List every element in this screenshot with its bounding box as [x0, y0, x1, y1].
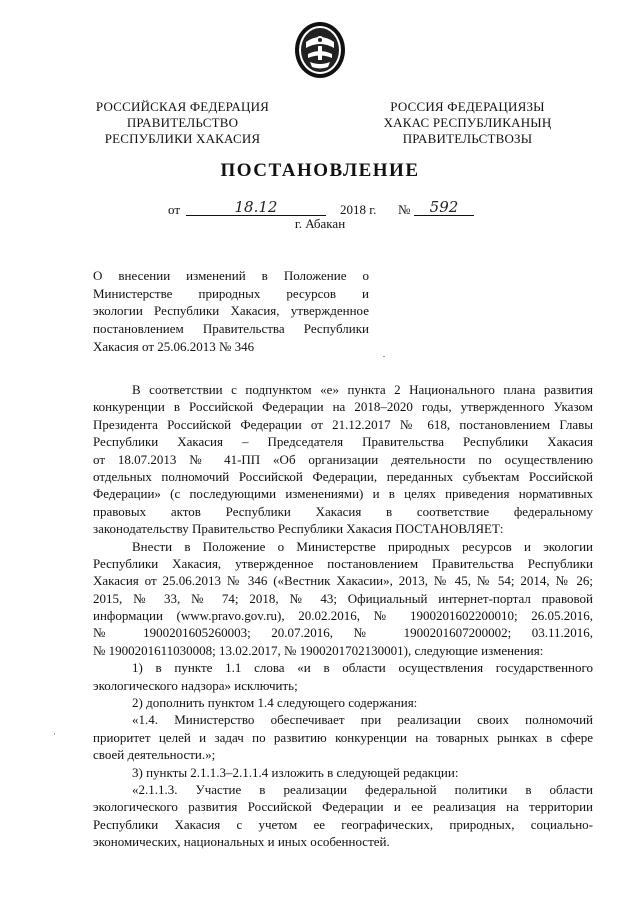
body-line: отдельных полномочий Российской Федерации, переданных субъектам Российской: [93, 468, 593, 484]
body-text: [93, 381, 593, 851]
body-line: Внести в Положение о Министерстве природных ресурсов и экологии: [132, 538, 593, 554]
body-line: Республики Хакасия с учетом ее географических, природных, социально-: [93, 816, 593, 832]
date-handwritten: 18.12: [186, 198, 326, 216]
body-line: Хакасия от 25.06.2013 № 346 («Вестник Хакасии», 2013, № 45, № 54; 2014, № 26;: [93, 573, 593, 589]
subject-line: постановлением Правительства Республики: [93, 321, 369, 337]
scan-speck: [383, 356, 385, 357]
subject-line: экологии Республики Хакасия, утвержденное: [93, 303, 369, 319]
date-prefix: от: [168, 202, 181, 217]
header-left-line: РЕСПУБЛИКИ ХАКАСИЯ: [104, 131, 261, 146]
number-handwritten: 592: [414, 198, 474, 216]
body-line: своей деятельности.»;: [93, 747, 216, 763]
body-line: № 1900201611030008; 13.02.2017, № 1900201702130001), следующие изменения:: [93, 642, 544, 658]
body-line: 1) в пункте 1.1 слова «и в области осуществления государственного: [132, 660, 593, 676]
header-right-line: РОССИЯ ФЕДЕРАЦИЯЗЫ: [390, 99, 545, 114]
subject-line: О внесении изменений в Положение о: [93, 268, 369, 283]
subject-line: Хакасия от 25.06.2013 № 346: [93, 338, 255, 354]
body-line: 2015, № 33, № 74; 2018, № 43; Официальный интернет-портал правовой: [93, 590, 593, 606]
header-right-line: ХАКАС РЕСПУБЛИКАНЫҢ: [383, 115, 552, 130]
body-line: 3) пункты 2.1.1.3–2.1.1.4 изложить в следующей редакции:: [132, 764, 459, 780]
number-sign: №: [398, 202, 411, 217]
header-left-line: ПРАВИТЕЛЬСТВО: [126, 115, 239, 130]
body-line: «2.1.1.3. Участие в реализации федеральной политики в области: [132, 781, 593, 797]
subject-block: [93, 267, 369, 356]
city-name: г. Абакан: [294, 216, 346, 231]
body-line: экономических, национальных и иных особенностей.: [93, 834, 390, 850]
body-line: «1.4. Министерство обеспечивает при реализации своих полномочий: [132, 712, 593, 728]
body-line: Республики Хакасия, утвержденное постановлением Правительства Республики: [93, 555, 593, 571]
body-line: 2) дополнить пунктом 1.4 следующего содержания:: [132, 695, 418, 711]
body-line: информации (www.pravo.gov.ru), 20.02.2016, № 1900201602200010; 26.05.2016,: [93, 608, 593, 624]
body-line: № 1900201605260003; 20.07.2016, № 1900201607200002; 03.11.2016,: [93, 625, 593, 641]
body-line: от 18.07.2013 № 41-ПП «Об организации деятельности по осуществлению: [93, 451, 593, 467]
body-line: экологического надзора» исключить;: [93, 677, 298, 693]
header-right-block: [360, 99, 575, 147]
scan-speck: [54, 733, 55, 735]
body-line: законодательству Правительство Республики Хакасия ПОСТАНОВЛЯЕТ:: [93, 521, 504, 537]
header-right-line: ПРАВИТЕЛЬСТВОЗЫ: [402, 131, 533, 146]
header-left-line: РОССИЙСКАЯ ФЕДЕРАЦИЯ: [95, 99, 270, 114]
body-line: Федерации» (с последующими изменениями) и в целях приведения нормативных: [93, 486, 593, 502]
date-year: 2018 г.: [340, 202, 377, 217]
header-left-block: [85, 99, 280, 147]
body-line: экологического развития Российской Федерации и ее реализация на территории: [93, 799, 593, 815]
body-line: Президента Российской Федерации от 21.12.2017 № 618, постановлением Главы: [93, 416, 593, 432]
body-line: правовых актов Республики Хакасия в соответствие федеральному: [93, 503, 593, 519]
coat-of-arms-emblem-icon: [293, 20, 347, 80]
body-line: В соответствии с подпунктом «е» пункта 2 Национального плана развития: [132, 382, 593, 397]
document-title: ПОСТАНОВЛЕНИЕ: [220, 160, 420, 181]
body-line: Республики Хакасия – Председателя Правительства Республики Хакасия: [93, 434, 593, 450]
body-line: приоритет целей и задач по развитию конкуренции на товарных рынках в сфере: [93, 729, 593, 745]
subject-line: Министерстве природных ресурсов и: [93, 285, 369, 301]
body-line: конкуренции в Российской Федерации на 2018–2020 годы, утвержденного Указом: [93, 399, 593, 415]
